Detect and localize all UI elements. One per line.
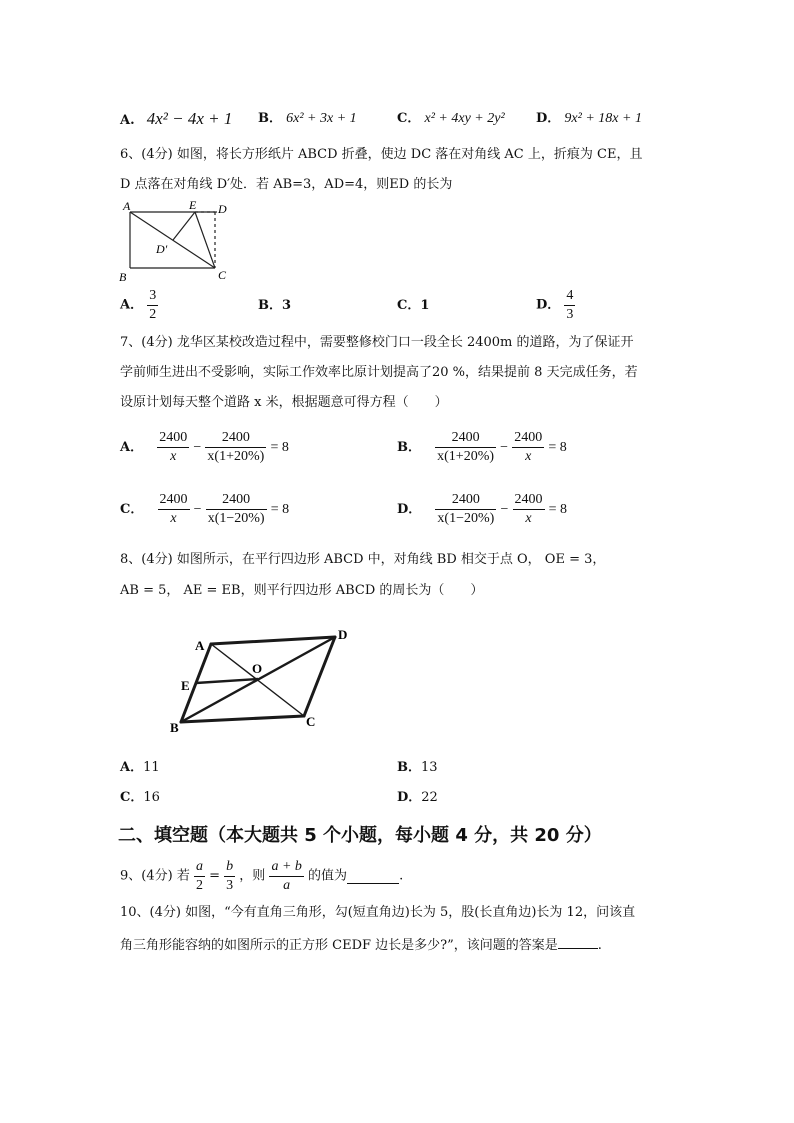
q6-label-a: A [123, 199, 131, 213]
q7-option-b-f1-den: x(1+20%) [437, 449, 495, 464]
q8-option-a [120, 759, 160, 777]
q9-frac-c [269, 858, 303, 895]
q7-option-d-letter: D． [397, 501, 422, 517]
q9-suffix: 的值为 [308, 868, 348, 884]
q7-option-c-f2-den: x(1−20%) [207, 511, 265, 526]
q6-option-b [258, 297, 291, 315]
q7-option-a-f2-num: 2400 [221, 430, 250, 445]
q8-parallelogram-figure [165, 620, 365, 740]
q5-option-b [258, 110, 357, 128]
q7-option-a-letter: A． [120, 439, 144, 455]
q8-side-ad [211, 637, 335, 644]
q6-option-d-num: 4 [566, 288, 574, 303]
q7-option-a-frac1 [157, 429, 189, 466]
q8-line1: 8、(4分) 如图所示，在平行四边形 ABCD 中，对角线 BD 相交于点 O， OE = 3， [120, 552, 606, 567]
q7-option-a-f2-den: x(1+20%) [207, 449, 265, 464]
q8-option-d [397, 789, 438, 807]
q8-option-b [397, 759, 438, 777]
q7-option-c-frac1 [158, 491, 190, 528]
q8-option-c [120, 789, 160, 807]
q8-option-b-letter: B． [397, 760, 421, 775]
q8-label-b: B [170, 720, 179, 735]
q9-mid: ，则 [239, 868, 266, 884]
q6-option-c [397, 297, 429, 315]
q8-segment-eo [196, 679, 258, 683]
q7-option-c-op: − [193, 501, 202, 517]
q6-label-b: B [119, 270, 127, 284]
q7-option-d-op: − [500, 501, 509, 517]
q6-option-a [120, 287, 158, 324]
q10-line2-wrap [120, 934, 602, 955]
q6-line1: 6、(4分) 如图，将长方形纸片 ABCD 折叠，使边 DC 落在对角线 AC 上，折痕为 CE，且 [120, 147, 643, 162]
q7-option-a-rhs: = 8 [270, 439, 289, 455]
q7-option-b [397, 429, 567, 466]
q8-label-o: O [252, 661, 263, 676]
q9-frac-a-num: a [195, 859, 203, 874]
q7-option-d [397, 491, 567, 528]
q8-option-c-value: 16 [143, 790, 160, 805]
q7-option-d-f1-num: 2400 [451, 492, 480, 507]
q8-label-c: C [306, 714, 316, 729]
q6-rectangle-figure [115, 198, 245, 288]
q6-line2: D 点落在对角线 D′处．若 AB=3，AD=4，则ED 的长为 [120, 177, 453, 192]
q8-option-a-letter: A． [120, 760, 144, 775]
q8-option-d-letter: D． [397, 790, 422, 805]
q7-option-b-frac1 [435, 429, 496, 466]
q5-option-d-expr: 9x² + 18x + 1 [564, 111, 642, 126]
q6-option-a-fraction [147, 287, 158, 324]
q7-option-c-f1-num: 2400 [159, 492, 188, 507]
q8-option-a-value: 11 [143, 760, 160, 775]
q8-line2: AB = 5， AE = EB，则平行四边形 ABCD 的周长为（ ） [120, 583, 484, 598]
q7-option-d-frac1 [435, 491, 496, 528]
section-heading: 二、填空题（本大题共 5 个小题，每小题 4 分，共 20 分） [118, 825, 602, 846]
q5-option-b-letter: B． [258, 111, 282, 126]
q10-end: . [597, 938, 602, 953]
q7-option-c-rhs: = 8 [270, 501, 290, 517]
q7-option-c-letter: C． [120, 501, 144, 517]
q7-option-d-frac2 [513, 491, 545, 528]
q7-line1: 7、(4分) 龙华区某校改造过程中，需要整修校门口一段全长 2400m 的道路，为了保证开 [120, 335, 634, 350]
q7-option-b-f2-num: 2400 [514, 430, 543, 445]
q7-option-d-f2-num: 2400 [514, 492, 543, 507]
q10-line1: 10、(4分) 如图，“今有直角三角形，勾(短直角边)长为 5，股(长直角边)长为 12，问该直 [120, 905, 636, 920]
q7-option-b-op: − [500, 439, 509, 455]
q6-option-d-letter: D． [536, 297, 561, 313]
q9-frac-b [224, 858, 235, 895]
q10-line2: 角三角形能容纳的如图所示的正方形 CEDF 边长是多少?”，该问题的答案是 [120, 938, 558, 953]
q9-eq: = [209, 868, 221, 884]
q8-option-c-letter: C． [120, 790, 144, 805]
q9-frac-c-num: a + b [271, 859, 302, 874]
q7-option-c-frac2 [206, 491, 267, 528]
q7-option-d-rhs: = 8 [548, 501, 568, 517]
q9-end: . [399, 868, 404, 884]
q7-line2: 学前师生进出不受影响，实际工作效率比原计划提高了20 %，结果提前 8 天完成任务，若 [120, 365, 638, 380]
q9-answer-blank[interactable] [347, 869, 399, 884]
q6-segment-ed-prime [173, 212, 195, 240]
q8-label-d: D [338, 627, 348, 642]
q5-option-a-letter: A. [120, 113, 135, 128]
q6-option-a-letter: A． [120, 297, 144, 313]
q9-frac-b-den: 3 [226, 878, 234, 893]
q7-option-d-f2-den: x [513, 509, 545, 528]
q5-option-c [397, 110, 505, 128]
q8-option-b-value: 13 [421, 760, 438, 775]
q6-option-d-fraction [564, 287, 575, 324]
q7-option-a-frac2 [205, 429, 266, 466]
q8-side-dc [304, 637, 335, 716]
q6-label-d: D [218, 202, 227, 216]
q9-frac-b-num: b [226, 859, 234, 874]
q6-label-e: E [189, 198, 197, 212]
q7-line3: 设原计划每天整个道路 x 米，根据题意可得方程（ ） [120, 395, 448, 410]
q10-answer-blank[interactable] [558, 934, 598, 949]
q7-option-b-f1-num: 2400 [451, 430, 480, 445]
q9-frac-c-den: a [269, 876, 303, 895]
q6-option-d-den: 3 [566, 307, 574, 322]
q6-option-c-text: C．1 [397, 298, 430, 313]
q5-option-c-letter: C． [397, 111, 421, 126]
q7-option-a-op: − [193, 439, 202, 455]
q6-option-a-num: 3 [149, 288, 157, 303]
q8-label-a: A [195, 638, 205, 653]
q9-frac-a [194, 858, 205, 895]
q7-option-d-f1-den: x(1−20%) [437, 511, 495, 526]
q7-option-c-f1-den: x [158, 509, 190, 528]
q7-option-c [120, 491, 289, 528]
q6-label-d-prime: D′ [156, 242, 168, 256]
q8-side-cb [181, 716, 304, 722]
q5-option-a [120, 110, 232, 130]
q6-label-c: C [218, 268, 227, 282]
q6-option-b-text: B．3 [258, 298, 292, 313]
q6-option-a-den: 2 [149, 307, 157, 322]
q7-option-c-f2-num: 2400 [222, 492, 251, 507]
q7-option-b-rhs: = 8 [548, 439, 567, 455]
q7-option-a [120, 429, 289, 466]
q7-option-b-frac2 [512, 429, 544, 466]
q6-crease-ce [195, 212, 215, 268]
q7-option-b-letter: B． [397, 439, 421, 455]
q8-label-e: E [181, 678, 190, 693]
q5-option-b-expr: 6x² + 3x + 1 [286, 111, 357, 126]
q6-option-d [536, 287, 575, 324]
q7-option-a-f1-num: 2400 [159, 430, 188, 445]
q8-option-d-value: 22 [421, 790, 438, 805]
q5-option-c-expr: x² + 4xy + 2y² [424, 111, 505, 126]
q5-option-a-expr: 4x² − 4x + 1 [146, 109, 233, 128]
q9-frac-a-den: 2 [195, 878, 203, 893]
q9-prefix: 9、(4分) 若 [120, 868, 190, 884]
q5-option-d [536, 110, 642, 128]
q5-option-d-letter: D． [536, 111, 561, 126]
q6-diagonal-ac [130, 212, 215, 268]
q9-line [120, 858, 403, 895]
q7-option-b-f2-den: x [512, 447, 544, 466]
q7-option-a-f1-den: x [157, 447, 189, 466]
